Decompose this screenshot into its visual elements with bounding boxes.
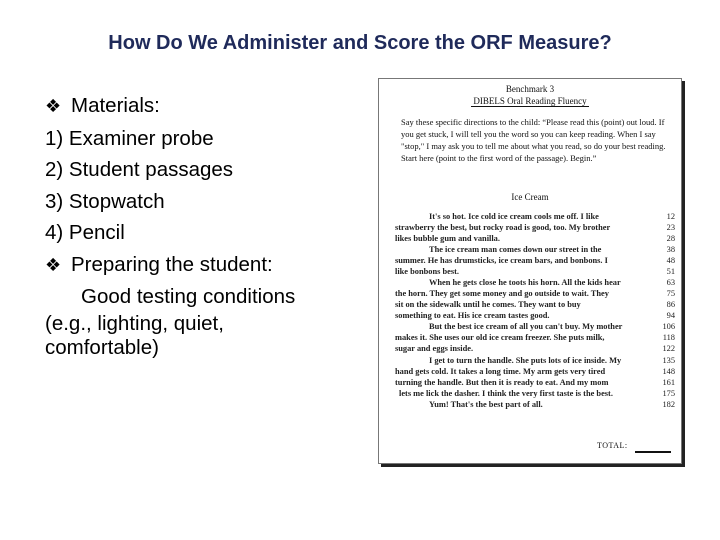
- word-count: 161: [662, 378, 675, 387]
- list-item: (e.g., lighting, quiet,: [45, 312, 224, 335]
- examiner-probe-image: [378, 78, 682, 464]
- passage-line: summer. He has drumsticks, ice cream bars, and bonbons. I: [395, 256, 608, 265]
- probe-benchmark: Benchmark 3: [505, 84, 555, 94]
- passage-line: likes bubble gum and vanilla.: [395, 234, 500, 243]
- word-count: 48: [666, 256, 675, 265]
- passage-line: The ice cream man comes down our street in the: [429, 245, 602, 254]
- passage-line: sugar and eggs inside.: [395, 344, 474, 353]
- word-count: 182: [662, 400, 675, 409]
- word-count: 63: [666, 278, 675, 287]
- list-item: 3) Stopwatch: [45, 189, 165, 213]
- probe-subtitle: [379, 96, 681, 106]
- word-count: 23: [666, 223, 675, 232]
- passage-line: Yum! That's the best part of all.: [429, 400, 543, 409]
- word-count: 106: [662, 322, 675, 331]
- probe-subtitle-text: DIBELS Oral Reading Fluency: [473, 96, 587, 106]
- passage-line: hand gets cold. It takes a long time. My arm gets very tired: [395, 367, 606, 376]
- passage-line: something to eat. His ice cream tastes good.: [395, 311, 550, 320]
- word-count: 86: [666, 300, 675, 309]
- passage-line: When he gets close he toots his horn. All the kids hear: [429, 278, 621, 287]
- passage-title: Ice Cream: [511, 192, 549, 202]
- materials-list: [45, 90, 365, 360]
- passage-line: lets me lick the dasher. I think the very first taste is the best.: [399, 389, 613, 398]
- list-item: [45, 249, 365, 282]
- list-item: 2) Student passages: [45, 158, 234, 181]
- passage-line: turning the handle. But then it is ready to eat. And my mom: [395, 378, 609, 387]
- list-item: Good testing conditions: [81, 285, 296, 308]
- word-count: 175: [662, 389, 675, 398]
- diamond-bullet-icon: ❖: [45, 96, 62, 117]
- word-count: 75: [666, 289, 675, 298]
- passage-line: It's so hot. Ice cold ice cream cools me off. I like: [429, 212, 599, 221]
- word-count: 51: [666, 267, 675, 276]
- word-count: 122: [662, 344, 675, 353]
- passage-line: the horn. They get some money and go outside to wait. They: [395, 289, 609, 298]
- word-count: 135: [662, 356, 675, 365]
- probe-directions: Say these specific directions to the child: “Please read this (point) out loud. If you get stuck, I will tell you the word so you can keep reading. When I say "stop," I may ask you to tell me about what you read, so do your best reading. Start here (point to the first word of the passage). Begin.”: [401, 117, 666, 163]
- passage-line: strawberry the best, but rocky road is good, too. My brother: [395, 223, 611, 232]
- word-count: 148: [662, 367, 675, 376]
- slide-title: How Do We Administer and Score the ORF Measure?: [108, 32, 612, 54]
- passage-line: I get to turn the handle. She puts lots of ice inside. My: [429, 356, 622, 365]
- word-count: 94: [666, 311, 675, 320]
- passage-line: like bonbons best.: [395, 267, 459, 276]
- word-count: 118: [662, 333, 675, 342]
- list-item: 1) Examiner probe: [45, 126, 214, 150]
- total-label: TOTAL:: [597, 441, 628, 450]
- preparing-heading: Preparing the student:: [71, 252, 273, 276]
- list-item: 4) Pencil: [45, 221, 125, 244]
- word-count: 38: [666, 245, 675, 254]
- diamond-bullet-icon: ❖: [45, 254, 62, 276]
- total-blank-line: [635, 451, 671, 453]
- passage-line: sit on the sidewalk until he comes. They want to buy: [395, 300, 581, 309]
- word-count: 28: [666, 234, 675, 243]
- passage-line: But the best ice cream of all you can't buy. My mother: [429, 322, 623, 331]
- list-item: [45, 90, 365, 123]
- list-item: comfortable): [45, 336, 159, 359]
- passage-line: makes it. She uses our old ice cream freezer. She puts milk,: [395, 333, 605, 342]
- materials-heading: Materials:: [71, 94, 160, 117]
- word-count: 12: [666, 212, 675, 221]
